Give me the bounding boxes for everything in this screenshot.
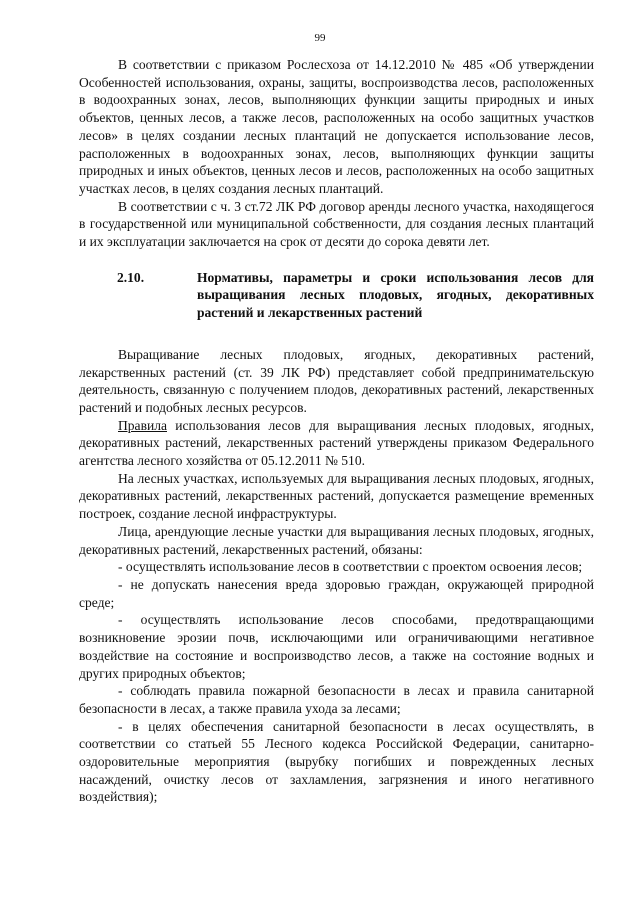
paragraph-rosleskhoz-order: В соответствии с приказом Рослесхоза от 14.12.2010 № 485 «Об утверждении Особенностей использования, охраны, защиты, воспроизводства лесов, расположенных в водоохранных зонах, лесов, выполняющих функции защиты природных и иных объектов, ценных лесов, а также лесов, расположенных на особо защитных участков лесов» в целях создании лесных плантаций не допускается использование лесов, расположенных в водоохранных зонах, лесов, выполняющих функции защиты природных и иных объектов, ценных лесов и лесов, расположенных на особо защитных участках лесов, в целях создания лесных плантаций. (79, 57, 594, 196)
paragraph-lessee-obligations-intro: Лица, арендующие лесные участки для выращивания лесных плодовых, ягодных, декоративных растений, лекарственных растений, обязаны: (79, 523, 594, 557)
paragraph-rules-approval (79, 417, 594, 470)
document-body (79, 56, 594, 806)
obligation-item: - осуществлять использование лесов в соответствии с проектом освоения лесов; (118, 559, 583, 575)
rules-approval-text: использования лесов для выращивания лесных плодовых, ягодных, декоративных растений, лекарственных растений утверждены приказом Федерального агентства лесного хозяйства от 05.12.2011 № 510. (79, 417, 594, 469)
obligation-item: - осуществлять использование лесов способами, предотвращающими возникновение эрозии почв, исключающими или ограничивающими негативное воздействие на состояние и воспроизводство лесов, а также на состояние водных и других природных объектов; (79, 612, 594, 681)
section-number: 2.10. (117, 269, 145, 285)
paragraph-temporary-buildings: На лесных участках, используемых для выращивания лесных плодовых, ягодных, декоративных растений, лекарственных растений, допускается размещение временных построек, создание лесной инфраструктуры. (79, 470, 594, 522)
obligation-item: - не допускать нанесения вреда здоровью граждан, окружающей природной среде; (79, 576, 594, 610)
section-heading (79, 269, 594, 322)
obligation-item: - в целях обеспечения санитарной безопасности в лесах осуществлять, в соответствии со статьей 55 Лесного кодекса Российской Федерации, санитарно-оздоровительные мероприятия (вырубку погибших и поврежденных лесных насаждений, очистку лесов от захламления, загрязнения и иного негативного воздействия); (79, 718, 594, 805)
section-title: Нормативы, параметры и сроки использования лесов для выращивания лесных плодовых, ягодных, декоративных растений и лекарственных растений (197, 269, 594, 321)
rules-link[interactable]: Правила (118, 417, 167, 433)
obligation-item: - соблюдать правила пожарной безопасности в лесах и правила санитарной безопасности в лесах, а также правила ухода за лесами; (79, 683, 594, 716)
page-number: 99 (314, 32, 326, 44)
paragraph-cultivation-definition: Выращивание лесных плодовых, ягодных, декоративных растений, лекарственных растений (ст. 39 ЛК РФ) представляет собой предпринимательскую деятельность, связанную с получением плодов, декоративных растений, лекарственных растений и подобных лесных ресурсов. (79, 346, 594, 415)
paragraph-lease-term: В соответствии с ч. 3 ст.72 ЛК РФ договор аренды лесного участка, находящегося в государственной или муниципальной собственности, для создания лесных плантаций и их эксплуатации заключается на срок от десяти до сорока девяти лет. (79, 198, 594, 250)
